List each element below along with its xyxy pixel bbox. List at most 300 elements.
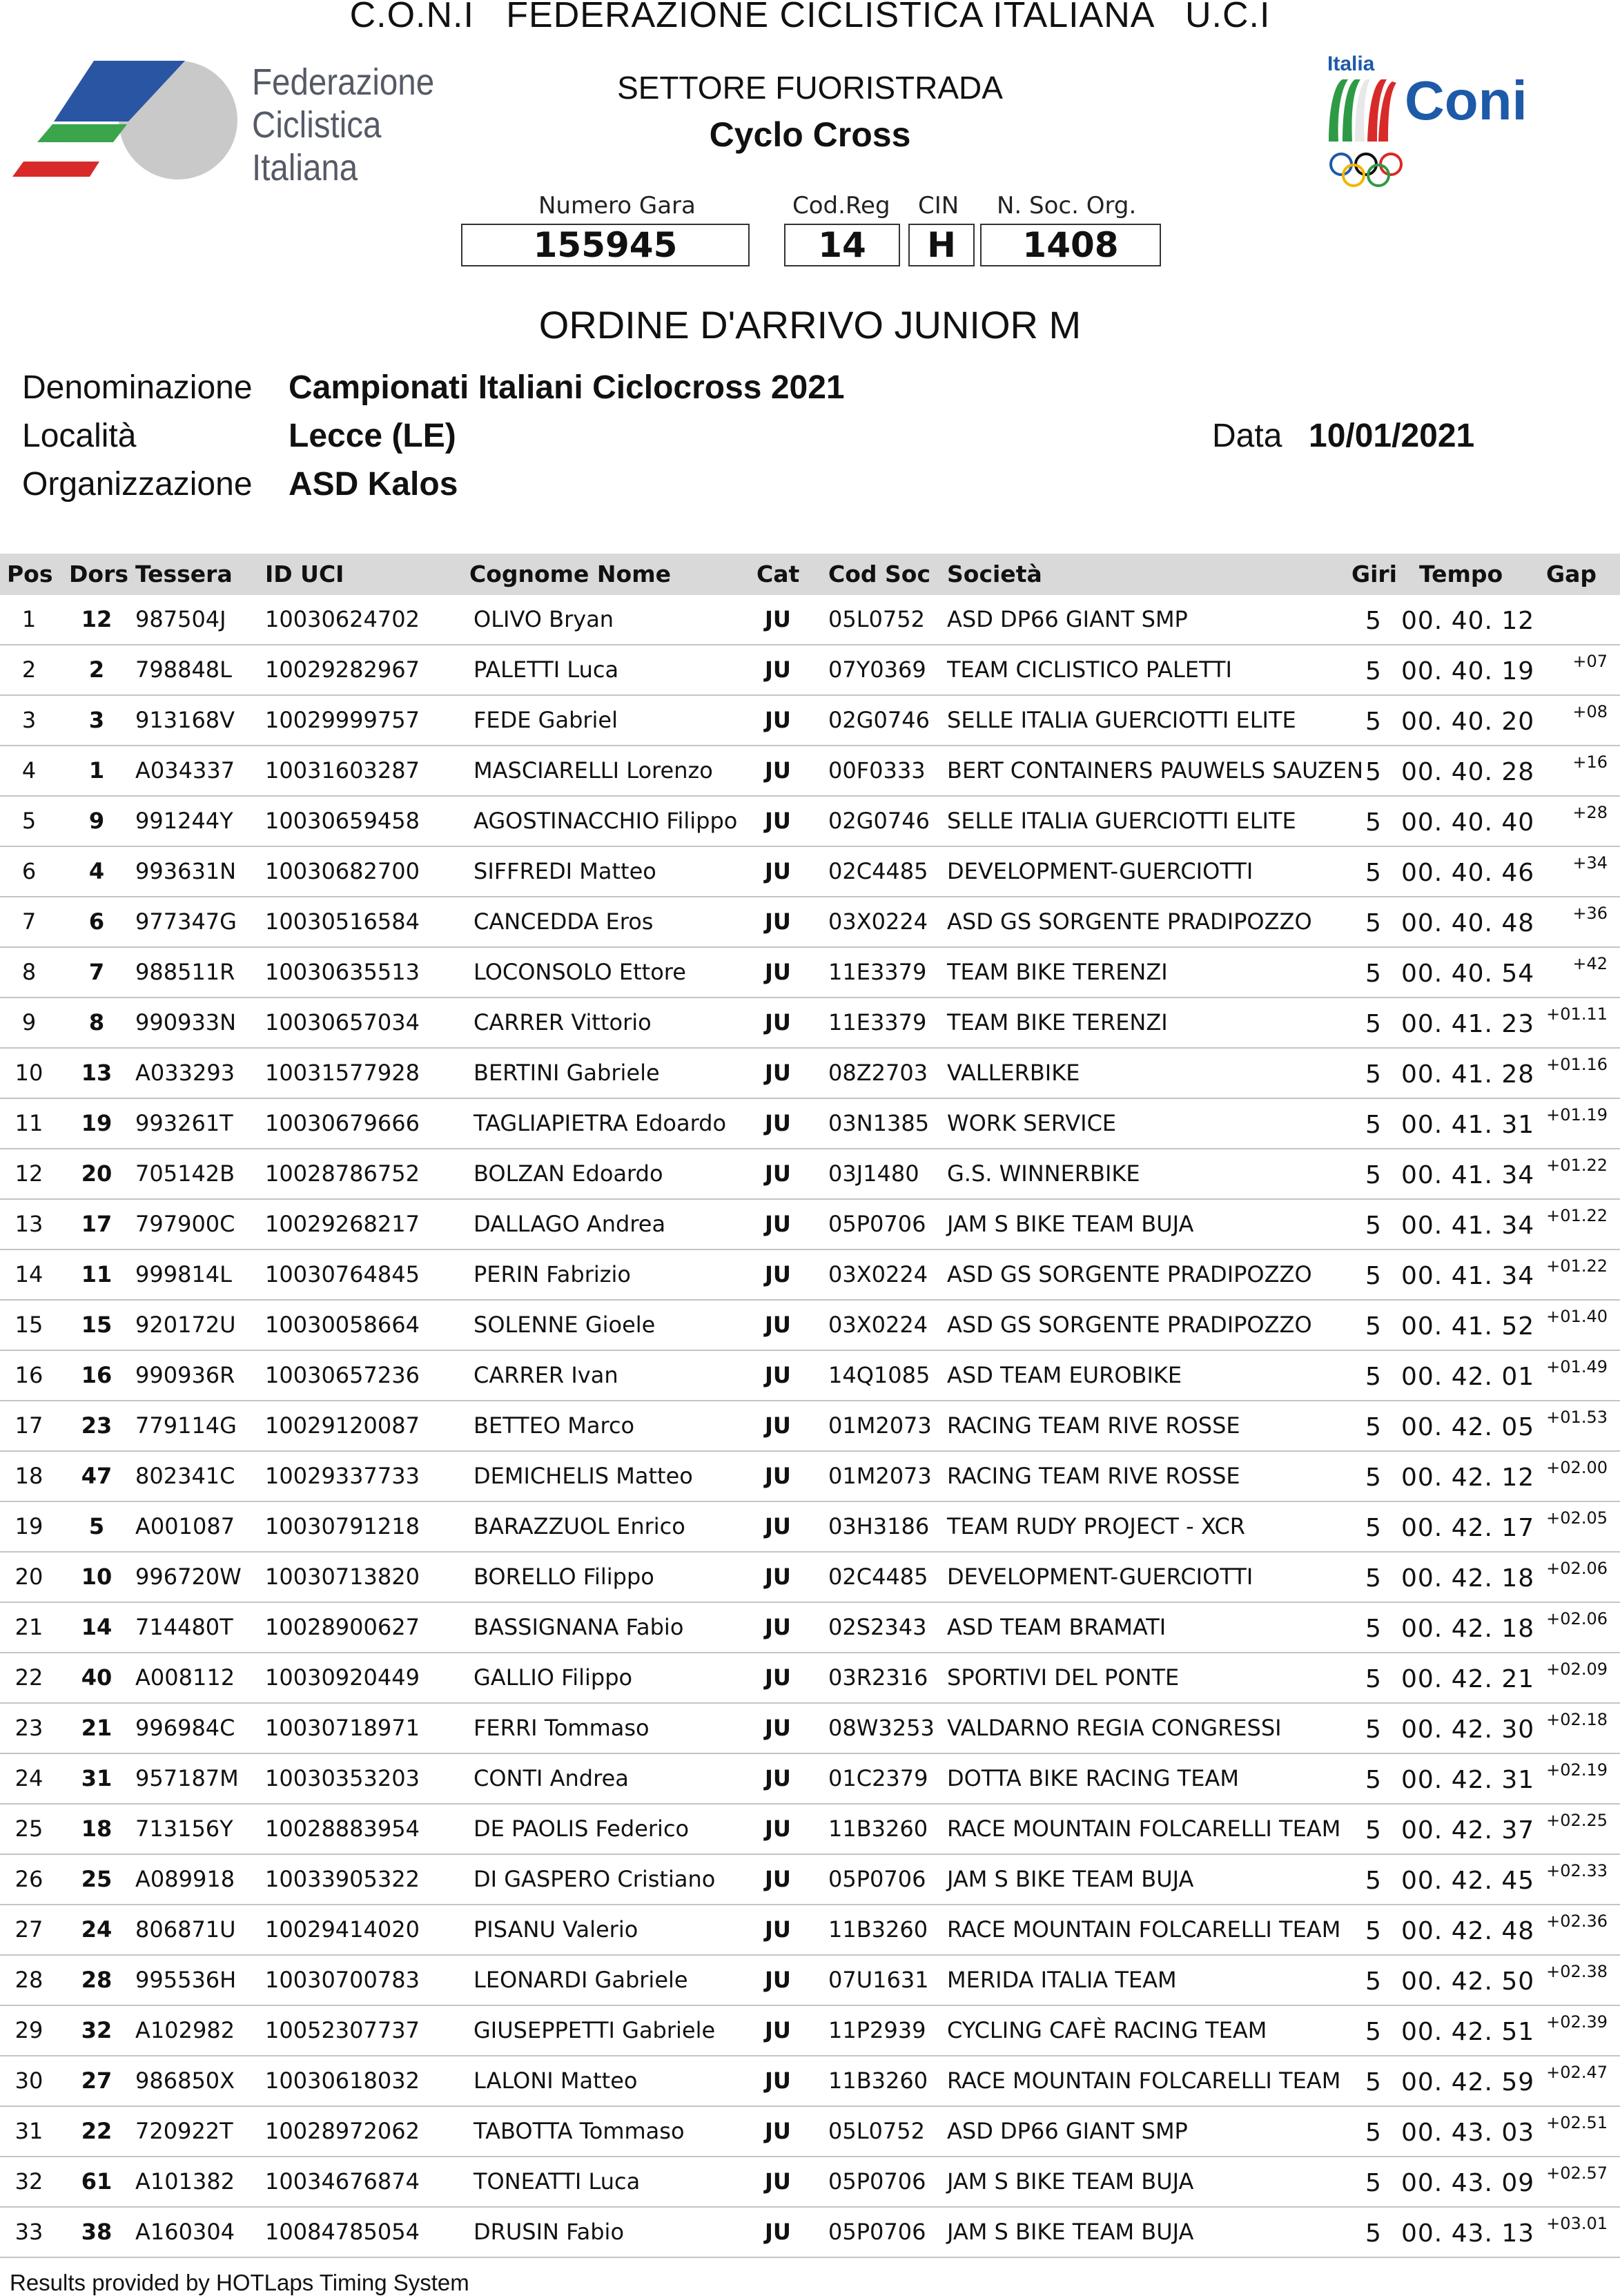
cell-id-uci: 10030516584 <box>265 908 420 935</box>
cell-pos: 9 <box>21 1009 37 1035</box>
cell-id-uci: 10030764845 <box>265 1261 420 1287</box>
cell-cod-soc: 11B3260 <box>828 2068 928 2094</box>
cell-tessera: A160304 <box>135 2219 235 2245</box>
cell-dors: 38 <box>81 2219 113 2245</box>
cell-dors: 8 <box>88 1009 105 1035</box>
cell-societa: ASD GS SORGENTE PRADIPOZZO <box>947 908 1312 935</box>
cell-dors: 18 <box>81 1816 113 1842</box>
cell-dors: 17 <box>81 1211 113 1237</box>
cell-pos: 28 <box>14 1967 43 1993</box>
table-row <box>0 1149 1620 1200</box>
cell-societa: ASD DP66 GIANT SMP <box>947 2118 1188 2144</box>
cell-cognome-nome: TABOTTA Tommaso <box>474 2118 685 2144</box>
cell-societa: VALDARNO REGIA CONGRESSI <box>947 1715 1282 1741</box>
cell-dors: 4 <box>88 858 105 884</box>
table-row <box>0 1200 1620 1250</box>
cell-dors: 11 <box>81 1261 113 1287</box>
cell-cod-soc: 11E3379 <box>828 1009 927 1035</box>
cell-cognome-nome: CARRER Vittorio <box>474 1009 652 1035</box>
col-cognome-nome: Cognome Nome <box>469 561 671 587</box>
cell-cat: JU <box>765 1261 791 1287</box>
cell-cod-soc: 01M2073 <box>828 1412 932 1439</box>
cell-tempo: 00. 41. 34 <box>1401 1212 1535 1240</box>
cell-tessera: 988511R <box>135 959 235 985</box>
cell-giri: 5 <box>1365 1262 1381 1290</box>
cell-societa: RACING TEAM RIVE ROSSE <box>947 1463 1240 1489</box>
cell-dors: 7 <box>88 959 105 985</box>
table-row <box>0 1250 1620 1301</box>
cell-giri: 5 <box>1365 1212 1381 1240</box>
table-row <box>0 1553 1620 1603</box>
cell-cat: JU <box>765 1362 791 1388</box>
cell-gap: +02.38 <box>1546 1962 1608 1981</box>
table-row <box>0 746 1620 797</box>
cell-dors: 25 <box>81 1866 113 1892</box>
cell-cat: JU <box>765 1715 791 1741</box>
cell-cod-soc: 05P0706 <box>828 2219 926 2245</box>
cell-dors: 14 <box>81 1614 113 1640</box>
col-tessera: Tessera <box>135 561 233 587</box>
cell-pos: 32 <box>14 2168 43 2195</box>
data-label: Data <box>1212 418 1282 454</box>
cell-tempo: 00. 42. 45 <box>1401 1867 1535 1895</box>
table-row <box>0 1804 1620 1855</box>
cell-giri: 5 <box>1365 1514 1381 1542</box>
cell-tessera: 977347G <box>135 908 237 935</box>
cell-gap: +02.18 <box>1546 1710 1608 1729</box>
cell-societa: CYCLING CAFÈ RACING TEAM <box>947 2017 1267 2043</box>
cell-tessera: A033293 <box>135 1060 235 1086</box>
numero-gara-label: Numero Gara <box>538 192 696 220</box>
cell-giri: 5 <box>1365 2219 1381 2248</box>
cell-pos: 21 <box>14 1614 43 1640</box>
cell-gap: +02.19 <box>1546 1760 1608 1780</box>
cell-gap: +02.06 <box>1546 1609 1608 1628</box>
cell-gap: +08 <box>1572 702 1608 721</box>
cell-giri: 5 <box>1365 1413 1381 1441</box>
cell-cat: JU <box>765 707 791 733</box>
cell-tessera: A034337 <box>135 757 235 784</box>
cell-giri: 5 <box>1365 2068 1381 2096</box>
cell-pos: 33 <box>14 2219 43 2245</box>
cell-pos: 5 <box>21 808 37 834</box>
cell-cat: JU <box>765 2068 791 2094</box>
table-row <box>0 948 1620 998</box>
table-row <box>0 998 1620 1049</box>
cell-pos: 24 <box>14 1765 43 1791</box>
cell-cat: JU <box>765 656 791 683</box>
table-row <box>0 1099 1620 1149</box>
cell-giri: 5 <box>1365 1967 1381 1996</box>
cell-dors: 27 <box>81 2068 113 2094</box>
cell-dors: 10 <box>81 1564 113 1590</box>
cell-cod-soc: 05P0706 <box>828 1866 926 1892</box>
cell-cat: JU <box>765 1160 791 1187</box>
cell-tessera: 913168V <box>135 707 235 733</box>
cell-dors: 6 <box>88 908 105 935</box>
cell-gap: +02.36 <box>1546 1911 1608 1931</box>
coni-logo <box>1322 48 1550 200</box>
cell-cognome-nome: CANCEDDA Eros <box>474 908 654 935</box>
cell-gap: +01.49 <box>1546 1357 1608 1376</box>
cell-societa: SELLE ITALIA GUERCIOTTI ELITE <box>947 808 1296 834</box>
cell-societa: RACE MOUNTAIN FOLCARELLI TEAM <box>947 1916 1341 1943</box>
cell-cod-soc: 05L0752 <box>828 606 925 632</box>
cell-giri: 5 <box>1365 1766 1381 1794</box>
cell-pos: 10 <box>14 1060 43 1086</box>
cell-dors: 9 <box>88 808 105 834</box>
cell-cognome-nome: PALETTI Luca <box>474 656 619 683</box>
cell-gap: +01.22 <box>1546 1256 1608 1276</box>
cell-cognome-nome: PISANU Valerio <box>474 1916 638 1943</box>
cell-cat: JU <box>765 1564 791 1590</box>
cell-tessera: 993261T <box>135 1110 233 1136</box>
cell-giri: 5 <box>1365 1564 1381 1593</box>
cell-id-uci: 10028900627 <box>265 1614 420 1640</box>
cell-societa: TEAM BIKE TERENZI <box>947 959 1168 985</box>
cin-label: CIN <box>918 192 959 220</box>
cell-dors: 19 <box>81 1110 113 1136</box>
cell-cat: JU <box>765 1513 791 1539</box>
cell-societa: ASD DP66 GIANT SMP <box>947 606 1188 632</box>
cell-cod-soc: 02S2343 <box>828 1614 927 1640</box>
cell-tempo: 00. 43. 13 <box>1401 2219 1535 2248</box>
cell-tessera: 705142B <box>135 1160 235 1187</box>
cell-tessera: 993631N <box>135 858 237 884</box>
cell-pos: 19 <box>14 1513 43 1539</box>
cell-pos: 3 <box>21 707 37 733</box>
cell-id-uci: 10030920449 <box>265 1664 420 1691</box>
cell-cat: JU <box>765 1967 791 1993</box>
cell-id-uci: 10029337733 <box>265 1463 420 1489</box>
cell-cognome-nome: LEONARDI Gabriele <box>474 1967 688 1993</box>
cell-id-uci: 10029120087 <box>265 1412 420 1439</box>
cell-tessera: 797900C <box>135 1211 235 1237</box>
cell-gap: +42 <box>1572 954 1608 973</box>
cell-id-uci: 10084785054 <box>265 2219 420 2245</box>
cell-cognome-nome: BARAZZUOL Enrico <box>474 1513 685 1539</box>
cell-gap: +02.25 <box>1546 1811 1608 1830</box>
cell-giri: 5 <box>1365 708 1381 736</box>
cell-cat: JU <box>765 1412 791 1439</box>
cell-cognome-nome: BOLZAN Edoardo <box>474 1160 663 1187</box>
cell-cognome-nome: GIUSEPPETTI Gabriele <box>474 2017 716 2043</box>
cell-pos: 30 <box>14 2068 43 2094</box>
table-row <box>0 897 1620 948</box>
cell-cat: JU <box>765 1060 791 1086</box>
cell-pos: 20 <box>14 1564 43 1590</box>
data-value: 10/01/2021 <box>1309 418 1475 454</box>
cell-pos: 7 <box>21 908 37 935</box>
cell-cognome-nome: TONEATTI Luca <box>474 2168 641 2195</box>
cell-id-uci: 10029414020 <box>265 1916 420 1943</box>
cell-societa: SELLE ITALIA GUERCIOTTI ELITE <box>947 707 1296 733</box>
cell-cat: JU <box>765 1614 791 1640</box>
cell-id-uci: 10030659458 <box>265 808 420 834</box>
cell-giri: 5 <box>1365 2018 1381 2046</box>
cell-id-uci: 10028972062 <box>265 2118 420 2144</box>
cell-pos: 26 <box>14 1866 43 1892</box>
cell-societa: WORK SERVICE <box>947 1110 1117 1136</box>
cell-tessera: 720922T <box>135 2118 233 2144</box>
cell-tempo: 00. 42. 37 <box>1401 1816 1535 1845</box>
cell-id-uci: 10028786752 <box>265 1160 420 1187</box>
fci-logo-text <box>252 61 434 189</box>
cell-tempo: 00. 42. 51 <box>1401 2018 1535 2046</box>
table-row <box>0 1502 1620 1553</box>
cell-societa: VALLERBIKE <box>947 1060 1080 1086</box>
cell-gap: +01.19 <box>1546 1105 1608 1125</box>
cell-cognome-nome: DI GASPERO Cristiano <box>474 1866 716 1892</box>
cell-societa: RACING TEAM RIVE ROSSE <box>947 1412 1240 1439</box>
cell-pos: 16 <box>14 1362 43 1388</box>
cell-societa: G.S. WINNERBIKE <box>947 1160 1140 1187</box>
cell-tempo: 00. 40. 40 <box>1401 808 1535 837</box>
cell-id-uci: 10030713820 <box>265 1564 420 1590</box>
cell-id-uci: 10029282967 <box>265 656 420 683</box>
cell-id-uci: 10031603287 <box>265 757 420 784</box>
cell-societa: JAM S BIKE TEAM BUJA <box>947 2168 1194 2195</box>
cell-tessera: A008112 <box>135 1664 235 1691</box>
cell-id-uci: 10033905322 <box>265 1866 420 1892</box>
cell-cod-soc: 03X0224 <box>828 1261 928 1287</box>
cell-pos: 22 <box>14 1664 43 1691</box>
col-societa: Società <box>947 561 1042 587</box>
cell-societa: ASD GS SORGENTE PRADIPOZZO <box>947 1261 1312 1287</box>
table-row <box>0 1452 1620 1502</box>
cell-pos: 4 <box>21 757 37 784</box>
cell-tempo: 00. 40. 28 <box>1401 758 1535 786</box>
cell-tempo: 00. 42. 30 <box>1401 1715 1535 1744</box>
cell-societa: DEVELOPMENT-GUERCIOTTI <box>947 1564 1253 1590</box>
cell-cognome-nome: LOCONSOLO Ettore <box>474 959 686 985</box>
cell-cat: JU <box>765 2168 791 2195</box>
cell-cognome-nome: BASSIGNANA Fabio <box>474 1614 684 1640</box>
cell-cod-soc: 05P0706 <box>828 2168 926 2195</box>
table-row <box>0 1855 1620 1905</box>
cell-gap: +02.33 <box>1546 1861 1608 1880</box>
cell-societa: JAM S BIKE TEAM BUJA <box>947 1866 1194 1892</box>
cell-cod-soc: 03R2316 <box>828 1664 928 1691</box>
cell-id-uci: 10030791218 <box>265 1513 420 1539</box>
table-row <box>0 2056 1620 2107</box>
cell-id-uci: 10030657236 <box>265 1362 420 1388</box>
cell-tessera: 798848L <box>135 656 232 683</box>
cell-tessera: 990936R <box>135 1362 235 1388</box>
cell-dors: 32 <box>81 2017 113 2043</box>
cell-tessera: 920172U <box>135 1312 236 1338</box>
coni-logo-text: Coni <box>1405 70 1528 131</box>
cell-id-uci: 10031577928 <box>265 1060 420 1086</box>
localita-value: Lecce (LE) <box>289 418 456 454</box>
cell-societa: ASD TEAM EUROBIKE <box>947 1362 1182 1388</box>
cell-pos: 12 <box>14 1160 43 1187</box>
cell-dors: 20 <box>81 1160 113 1187</box>
cell-cat: JU <box>765 808 791 834</box>
cell-pos: 17 <box>14 1412 43 1439</box>
organizzazione-value: ASD Kalos <box>289 466 458 503</box>
cell-cat: JU <box>765 959 791 985</box>
cell-cognome-nome: MASCIARELLI Lorenzo <box>474 757 713 784</box>
cell-pos: 14 <box>14 1261 43 1287</box>
cod-reg-box: 14 <box>784 224 900 266</box>
cell-tempo: 00. 43. 09 <box>1401 2169 1535 2197</box>
cell-cat: JU <box>765 2219 791 2245</box>
header-discipline: Cyclo Cross <box>709 115 911 154</box>
fci-logo-line-2: Ciclistica <box>252 104 382 146</box>
cell-cod-soc: 01M2073 <box>828 1463 932 1489</box>
cell-societa: RACE MOUNTAIN FOLCARELLI TEAM <box>947 1816 1341 1842</box>
cell-cognome-nome: PERIN Fabrizio <box>474 1261 631 1287</box>
cell-cat: JU <box>765 606 791 632</box>
cell-cod-soc: 03X0224 <box>828 1312 928 1338</box>
cell-cognome-nome: BETTEO Marco <box>474 1412 635 1439</box>
cell-tempo: 00. 40. 46 <box>1401 859 1535 887</box>
cell-cod-soc: 11B3260 <box>828 1816 928 1842</box>
cell-tempo: 00. 42. 17 <box>1401 1514 1535 1542</box>
cell-id-uci: 10030058664 <box>265 1312 420 1338</box>
results-table-header <box>0 554 1620 595</box>
col-tempo: Tempo <box>1419 561 1503 587</box>
cell-cod-soc: 07Y0369 <box>828 656 926 683</box>
fci-logo-line-3: Italiana <box>252 147 358 188</box>
cell-cognome-nome: LALONI Matteo <box>474 2068 638 2094</box>
cell-societa: ASD GS SORGENTE PRADIPOZZO <box>947 1312 1312 1338</box>
cell-cod-soc: 08Z2703 <box>828 1060 928 1086</box>
cell-cognome-nome: AGOSTINACCHIO Filippo <box>474 808 738 834</box>
cell-gap: +01.53 <box>1546 1408 1608 1427</box>
cell-tempo: 00. 40. 19 <box>1401 657 1535 685</box>
cell-cod-soc: 07U1631 <box>828 1967 929 1993</box>
cell-dors: 21 <box>81 1715 113 1741</box>
cell-gap: +01.22 <box>1546 1156 1608 1175</box>
cell-gap: +02.06 <box>1546 1559 1608 1578</box>
col-cat: Cat <box>757 561 800 587</box>
cell-tessera: 802341C <box>135 1463 235 1489</box>
table-row <box>0 1049 1620 1099</box>
fci-logo-line-1: Federazione <box>252 61 435 103</box>
cell-cod-soc: 11B3260 <box>828 1916 928 1943</box>
cell-cod-soc: 11P2939 <box>828 2017 926 2043</box>
cell-giri: 5 <box>1365 1665 1381 1693</box>
cell-cognome-nome: CONTI Andrea <box>474 1765 629 1791</box>
cell-giri: 5 <box>1365 1363 1381 1391</box>
cell-pos: 25 <box>14 1816 43 1842</box>
cell-cognome-nome: BORELLO Filippo <box>474 1564 654 1590</box>
cell-dors: 61 <box>81 2168 113 2195</box>
coni-logo-italia: Italia <box>1327 52 1375 75</box>
cell-cognome-nome: BERTINI Gabriele <box>474 1060 660 1086</box>
cell-cod-soc: 03H3186 <box>828 1513 930 1539</box>
col-giri: Giri <box>1351 561 1397 587</box>
cell-giri: 5 <box>1365 1715 1381 1744</box>
table-row <box>0 2157 1620 2208</box>
cell-giri: 5 <box>1365 2119 1381 2147</box>
cell-tempo: 00. 40. 20 <box>1401 708 1535 736</box>
cell-cod-soc: 11E3379 <box>828 959 927 985</box>
table-row <box>0 645 1620 696</box>
cell-id-uci: 10052307737 <box>265 2017 420 2043</box>
table-row <box>0 847 1620 897</box>
cell-id-uci: 10030618032 <box>265 2068 420 2094</box>
cell-gap: +07 <box>1572 652 1608 671</box>
cell-pos: 1 <box>21 606 37 632</box>
cell-cod-soc: 03N1385 <box>828 1110 930 1136</box>
cell-giri: 5 <box>1365 1917 1381 1945</box>
header-federations-line: C.O.N.I FEDERAZIONE CICLISTICA ITALIANA U.C.I <box>349 0 1271 35</box>
cell-dors: 28 <box>81 1967 113 1993</box>
cell-cat: JU <box>765 1463 791 1489</box>
table-row <box>0 2208 1620 2258</box>
cell-tessera: 990933N <box>135 1009 237 1035</box>
cell-tessera: A102982 <box>135 2017 235 2043</box>
cell-cognome-nome: GALLIO Filippo <box>474 1664 633 1691</box>
table-row <box>0 1704 1620 1754</box>
cell-pos: 15 <box>14 1312 43 1338</box>
cell-cod-soc: 02G0746 <box>828 707 930 733</box>
col-gap: Gap <box>1546 561 1597 587</box>
table-row <box>0 1301 1620 1351</box>
cell-gap: +01.40 <box>1546 1307 1608 1326</box>
footer-credit: Results provided by HOTLaps Timing System <box>10 2270 469 2295</box>
cell-cod-soc: 02C4485 <box>828 1564 928 1590</box>
cell-dors: 12 <box>81 606 113 632</box>
cell-id-uci: 10030700783 <box>265 1967 420 1993</box>
cell-tempo: 00. 41. 34 <box>1401 1262 1535 1290</box>
cell-id-uci: 10030657034 <box>265 1009 420 1035</box>
cell-id-uci: 10030624702 <box>265 606 420 632</box>
cell-dors: 47 <box>81 1463 113 1489</box>
cell-cat: JU <box>765 1312 791 1338</box>
cell-cognome-nome: DRUSIN Fabio <box>474 2219 625 2245</box>
table-row <box>0 595 1620 645</box>
cell-dors: 31 <box>81 1765 113 1791</box>
cell-tempo: 00. 42. 21 <box>1401 1665 1535 1693</box>
cell-cognome-nome: DALLAGO Andrea <box>474 1211 666 1237</box>
cell-cognome-nome: DE PAOLIS Federico <box>474 1816 690 1842</box>
cell-cognome-nome: TAGLIAPIETRA Edoardo <box>474 1110 727 1136</box>
cell-gap: +01.11 <box>1546 1004 1608 1024</box>
cell-tessera: 995536H <box>135 1967 237 1993</box>
cell-giri: 5 <box>1365 1816 1381 1845</box>
cell-cod-soc: 03J1480 <box>828 1160 919 1187</box>
cell-pos: 23 <box>14 1715 43 1741</box>
cell-cognome-nome: CARRER Ivan <box>474 1362 618 1388</box>
cell-cat: JU <box>765 2017 791 2043</box>
cell-giri: 5 <box>1365 1867 1381 1895</box>
cell-tempo: 00. 42. 59 <box>1401 2068 1535 2096</box>
cell-tessera: A001087 <box>135 1513 235 1539</box>
cell-tessera: 957187M <box>135 1765 239 1791</box>
cell-dors: 5 <box>88 1513 105 1539</box>
table-row <box>0 696 1620 746</box>
cell-cat: JU <box>765 1664 791 1691</box>
cell-societa: BERT CONTAINERS PAUWELS SAUZEN <box>947 757 1363 784</box>
cell-gap: +01.16 <box>1546 1055 1608 1074</box>
cell-pos: 8 <box>21 959 37 985</box>
cell-id-uci: 10034676874 <box>265 2168 420 2195</box>
cell-tessera: 991244Y <box>135 808 233 834</box>
cell-tempo: 00. 42. 12 <box>1401 1463 1535 1492</box>
cell-giri: 5 <box>1365 758 1381 786</box>
cin-box: H <box>908 224 975 266</box>
cell-giri: 5 <box>1365 859 1381 887</box>
cell-societa: DEVELOPMENT-GUERCIOTTI <box>947 858 1253 884</box>
cell-dors: 16 <box>81 1362 113 1388</box>
cell-tempo: 00. 42. 18 <box>1401 1564 1535 1593</box>
table-row <box>0 1351 1620 1401</box>
cell-gap: +02.09 <box>1546 1660 1608 1679</box>
